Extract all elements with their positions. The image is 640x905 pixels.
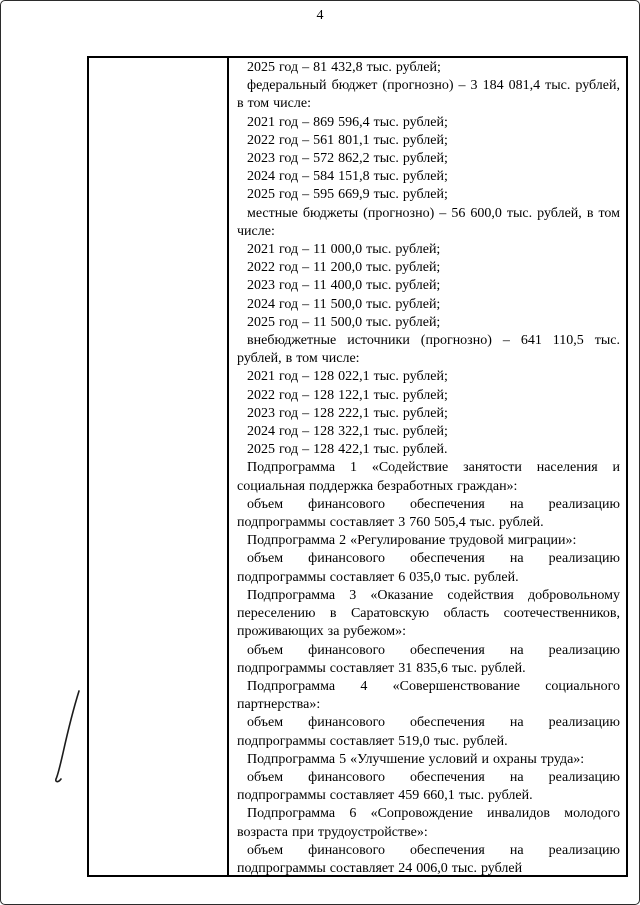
paragraph: 2021 год – 869 596,4 тыс. рублей; [247, 114, 448, 130]
paragraph: Подпрограмма 6 «Сопровождение инвалидов молодого возраста при трудоустройстве»: [237, 806, 620, 840]
paragraph: Подпрограмма 3 «Оказание содействия добровольному переселению в Саратовскую область соотечественников, проживающих за рубежом»: [237, 587, 620, 640]
paragraph: объем финансового обеспечения на реализацию подпрограммы составляет 6 035,0 тыс. рублей. [237, 551, 620, 585]
paragraph: 2025 год – 595 669,9 тыс. рублей; [247, 187, 448, 203]
paragraph: объем финансового обеспечения на реализацию подпрограммы составляет 459 660,1 тыс. рублей. [237, 769, 620, 804]
paragraph: объем финансового обеспечения на реализацию подпрограммы составляет 24 006,0 тыс. рублей [237, 842, 620, 875]
paragraph: объем финансового обеспечения на реализацию подпрограммы составляет 3 760 505,4 тыс. рублей. [237, 496, 620, 531]
paragraph: 2023 год – 128 222,1 тыс. рублей; [247, 405, 448, 421]
paragraph: 2024 год – 584 151,8 тыс. рублей; [247, 169, 448, 185]
paragraph: местные бюджеты (прогнозно) – 56 600,0 тыс. рублей, в том числе: [237, 205, 620, 239]
paragraph: 2024 год – 128 322,1 тыс. рублей; [247, 424, 448, 440]
paragraph: 2024 год – 11 500,0 тыс. рублей; [247, 296, 441, 312]
table-left-column [89, 58, 229, 875]
paragraph: 2025 год – 11 500,0 тыс. рублей; [247, 314, 441, 330]
paragraph: Подпрограмма 1 «Содействие занятости населения и социальная поддержка безработных граждан»: [237, 460, 620, 494]
paragraph: объем финансового обеспечения на реализацию подпрограммы составляет 31 835,6 тыс. рублей. [237, 642, 620, 676]
handwritten-mark [49, 687, 89, 787]
paragraph: федеральный бюджет (прогнозно) – 3 184 081,4 тыс. рублей, в том числе: [237, 78, 620, 112]
paragraph: Подпрограмма 5 «Улучшение условий и охраны труда»: [247, 751, 585, 767]
paragraph: Подпрограмма 4 «Совершенствование социального партнерства»: [237, 678, 620, 713]
paragraph: 2021 год – 11 000,0 тыс. рублей; [247, 242, 441, 258]
paragraph: 2025 год – 81 432,8 тыс. рублей; [247, 60, 441, 75]
paragraph: 2022 год – 561 801,1 тыс. рублей; [247, 132, 448, 148]
paragraph: Подпрограмма 2 «Регулирование трудовой миграции»: [247, 533, 577, 549]
paragraph: 2023 год – 572 862,2 тыс. рублей; [247, 151, 448, 167]
paragraph: 2021 год – 128 022,1 тыс. рублей; [247, 369, 448, 385]
paragraph: 2022 год – 128 122,1 тыс. рублей; [247, 387, 448, 403]
paragraph: внебюджетные источники (прогнозно) – 641 110,5 тыс. рублей, в том числе: [237, 333, 620, 367]
paragraph: 2023 год – 11 400,0 тыс. рублей; [247, 278, 441, 294]
page-number: 4 [316, 8, 324, 23]
paragraph: объем финансового обеспечения на реализацию подпрограммы составляет 519,0 тыс. рублей. [237, 715, 620, 749]
content-table [87, 56, 628, 877]
table-right-column [229, 58, 626, 875]
paragraph: 2025 год – 128 422,1 тыс. рублей. [247, 442, 448, 458]
paragraph: 2022 год – 11 200,0 тыс. рублей; [247, 260, 441, 276]
